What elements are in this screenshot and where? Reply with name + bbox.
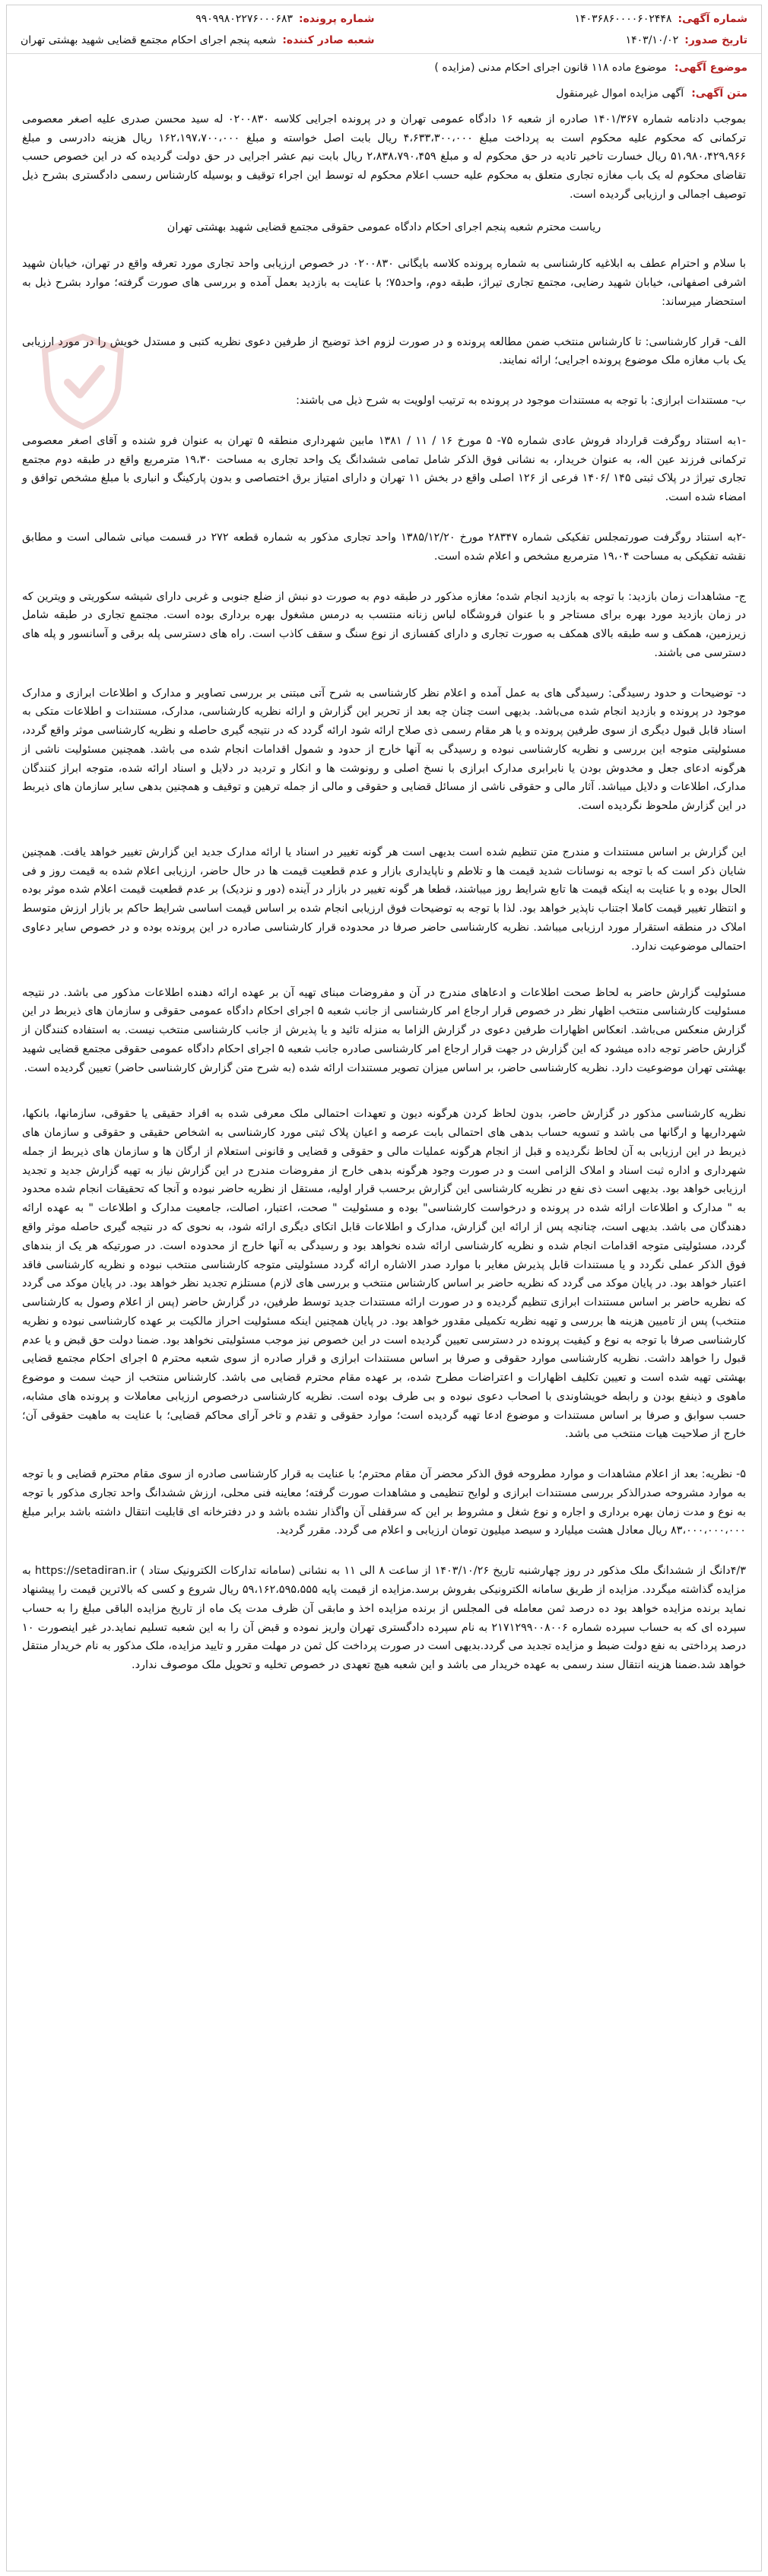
paragraph-scope: د- توضیحات و حدود رسیدگی: رسیدگی های به عمل آمده و اعلام نظر کارشناسی به شرح آتی مبتنی بر بررسی تصاویر و مدارک و اطلاعات ابرازی و مدارک موجود در پرونده و بازدید انجام شده می‌باشد. بدیهی است چنان چه بعد از تحریر این گزارش و ارائه نظریه کارشناسی، مدارک، مستندات و اطلاعات متکی به اسناد قابل قبول دیگری از سوی طرفین پرونده و یا هر مقام رسمی ذی صلاح ارائه شود ارائه گردد که در نتیجه گیری حاصله و نظریه کارشناسی موثر واقع گردد، مسئولیتی متوجه این بررسی و نظریه کارشناسی نبوده و رسیدگی به آنها خارج از حدود و شمول اقدامات انجام شده می باشد. همچنین مسئولیت ناشی از هرگونه ادعای جعل و مخدوش بودن یا نابرابری مدارک ابرازی با نسخ اصلی و رونوشت ها و انکار و تردید در دلایل و اسناد ارائه شده، متوجه ابراز کنندگان مدارک، اطلاعات و دلایل میباشد. آثار مالی و حقوقی ناشی از مسائل قضایی و حقوقی و مالی از جمله ترهین و توقیف و همچنین بدهی سایر سازمان های ذیربط در این گزارش ملحوظ نگردیده است. [22, 687, 746, 813]
spacer [22, 515, 746, 528]
issue-date: ۱۴۰۳/۱۰/۰۲ [625, 33, 679, 46]
spacer [22, 418, 746, 432]
spacer [22, 319, 746, 333]
issue-date-label: تاریخ صدور: [684, 33, 747, 46]
ad-title: آگهی مزایده اموال غیرمنقول [556, 87, 684, 100]
paragraph-addressee: ریاست محترم شعبه پنجم اجرای احکام دادگاه عمومی حقوقی مجتمع قضایی شهید بهشتی تهران [167, 220, 601, 233]
paragraph-disclaimer: نظریه کارشناسی مذکور در گزارش حاضر، بدون لحاظ کردن هرگونه دیون و تعهدات احتمالی ملک معرفی شده به افراد حقیقی یا حقوقی، سازمانها، بانکها، شهرداریها و ارگانها می باشد و تسویه حساب بدهی های احتمالی بابت عرصه و اعیان پلاک ثبتی مورد کارشناسی به اشخاص حقیقی و حقوقی و سازمان های ذیربط در این ارزیابی به آن لحاظ نگردیده و قبل از انجام هرگونه عملیات مالی و حقوقی و قضایی و قانونی استعلام از ارگان ها و سازمان های ذیربط از جمله شهرداری و اداره ثبت اسناد و املاک الزامی است و در صورت وجود هرگونه بدهی خارج از مفروضات مندرج در این گزارش نیاز به تهیه گزارش جدید و تجدید ارزیابی خواهد بود. بدیهی است ذی نفع در نظریه کارشناسی این گزارش برحسب قرار اولیه، مستقل از نظریه حاضر نبوده و آنجا که تحقیقات انجام شده محدود به " مدارک و اطلاعات ارائه شده در پرونده و درخواست کارشناسی" بوده و مسئولیت " صحت، اعتبار، اصالت، جامعیت مدارک و اطلاعات " به عهده ارائه دهندگان می باشد. بدیهی است، چنانچه پس از ارائه این گزارش، مدارک و اطلاعات قابل اتکای دیگری ارائه شود، به نحوی که در نتیجه گیری حاصله موثر واقع گردد، مسئولیتی متوجه اقدامات انجام شده و نظریه کارشناسی ارائه شده نخواهد بود و رسیدگی به آنها خارج از محدوده است. در صورتیکه هر یک از بندهای فوق الذکر عملی نگردد و یا مستندات قابل پذیرش مغایر با موارد صدر الاشاره ارائه گردد مسئولیتی متوجه کارشناسی منتخب نبوده و نظریه کارشناسی فاقد اعتبار خواهد بود. در پایان موکد می گردد که نظریه حاضر بر اساس کارشناس منتخب و بررسی های لازم) مستلزم تجدید نظر خواهد بود. در پایان موکد می گردد که نظریه حاضر بر اساس مستندات ابرازی تنظیم گردیده و در صورت ارائه مستندات جدید توسط طرفین، در گزارش حاضر (پس از اعلام وصول به کارشناسی منتخب) پس از تامیین هزینه ها بررسی و تهیه نظریه تکمیلی مقدور خواهد بود. در پایان همچنین اینکه مسئولیت احراز مالکیت بر عهده کارشناسی نبوده و نظریه کارشناسی صرفا با توجه به نوع و کیفیت پرونده در دسترسی تعیین گردیده است در این خصوص نیز موجب مسئولیتی نخواهد بود. ضمنا دولت حق قبض و یا عدم قبول را خواهد داشت. نظریه کارشناسی موارد حقوقی و صرفا بر اساس مستندات ابرازی و قرار صادره از سوی شعبه محترم ۵ اجرای احکام مجتمع قضایی بهشتی تهیه شده است و تعیین تکلیف اظهارات و اعتراضات مطرح شده، بر عهده مقام محترم قضایی می باشد. کارشناس منتخب از حیث سمت و موضوع ماهوی و ذینفع بودن و رابطه خویشاوندی با اصحاب دعوی نبوده و بی طرف بوده است. نظریه کارشناسی درخصوص ارزیابی معاملات و پرونده های مشابه، حسب سوابق و صرفا بر اساس مستندات و موضوع ادعا تهیه گردیده است؛ موارد حقوقی و تقدم و تاخر آرای محاکم قضایی؛ با عنایت به ماهیت حقوقی آن؛ خارج از صلاحیت هیات منتخب می باشد. [22, 1108, 746, 1441]
document-page [6, 5, 762, 2571]
ad-text-label: متن آگهی: [691, 87, 747, 100]
case-number-label: شماره پرونده: [299, 13, 375, 25]
spacer [22, 964, 746, 984]
paragraph-expert-order: الف- قرار کارشناسی: تا کارشناس منتخب ضمن مطالعه پرونده و در صورت لزوم اخذ توضیح از طرفین دعوی نظریه کتبی و مستدل خویش را در مورد ارزیابی یک باب مغازه ملک موضوع پرونده اجرایی؛ ارائه نمایند. [22, 335, 746, 367]
case-number-row [21, 11, 375, 28]
paragraph-opinion: ۵- نظریه: بعد از اعلام مشاهدات و موارد مطروحه فوق الذکر محضر آن مقام محترم؛ با عنایت به قرار کارشناسی صادره از سوی مقام محترم قضایی و با توجه به موارد مشروحه صدرالذکر بررسی مستندات ابرازی و لوایح تنظیمی و مشاهدات صورت گرفته؛ معاینه فنی محلی، ارزش ششدانگ واحد تجاری مذکور با توجه به نوع و مدت زمان بهره برداری و اجاره و نوع شغل و مشروط بر این که سرقفلی آن واگذار نشده باشد و در دفترخانه ای قابلیت انتقال داشته باشد برابر مبلغ ۸۳،۰۰۰،۰۰۰،۰۰۰ ریال معادل هشت میلیارد و سیصد میلیون تومان ارزیابی و اعلام می گردد. مقرر گردید. [22, 1468, 746, 1537]
subject-row [7, 54, 761, 80]
subject-value: موضوع ماده ۱۱۸ قانون اجرای احکام مدنی (مزایده ) [434, 62, 667, 75]
header-right-column [575, 11, 747, 49]
issuer-row [21, 33, 375, 49]
paragraph-documents-heading: ب- مستندات ابرازی: با توجه به مستندات موجود در پرونده به ترتیب اولویت به شرح ذیل می باشند: [296, 395, 746, 408]
ad-number-label: شماره آگهی: [678, 13, 747, 25]
spacer [22, 823, 746, 843]
header-left-column [21, 11, 375, 49]
paragraph-verdict: بموجب دادنامه شماره ۱۴۰۱/۳۶۷ صادره از شعبه ۱۶ دادگاه عمومی تهران و در پرونده اجرایی کلاسه ۰۲۰۰۸۳۰ له سید محسن صدری علیه اصغر معصومی ترکمانی که محکوم علیه محکوم است به پرداخت مبلغ ۴،۶۳۳،۳۰۰،۰۰۰ ریال بابت اصل خواسته و مبلغ ۱۶۲،۱۹۷،۷۰۰،۰۰۰ ریال هزینه دادرسی و مبلغ ۵۱،۹۸۰،۴۲۹،۹۶۶ ریال خسارت تاخیر تادیه در حق محکوم له و مبلغ ۲،۸۳۸،۷۹۰،۴۵۹ ریال بابت نیم عشر اجرایی در حق دولت گردیده که در این خصوص حسب تقاضای محکوم له یک باب مغازه تجاری متعلق به محکوم علیه حسب اعلام محکوم له توسط این اجراء توقیف و بوسیله کارشناس رسمی دادگستری بشرح ذیل توصیف اجمالی و ارزیابی گردیده است. [22, 113, 747, 201]
spacer [22, 1451, 746, 1465]
paragraph-observations: ج- مشاهدات زمان بازدید: با توجه به بازدید انجام شده؛ مغازه مذکور در طبقه دوم به صورت دو نبش از ضلع جنوبی و غربی دارای شیشه سکوریتی و ویترین که در زمان بازدید مورد بهره برای مستاجر و با عنوان فروشگاه لباس زنانه منتسب به درمس مشغول بهره برداری بوده است. مجتمع تجاری در طبقه شامل زیرزمین، همکف و سه طبقه بالای همکف به صورت تجاری و دارای کفسازی از نوع سنگ و سقف کاذب است. راه های دسترسی پله برقی و آسانسور و پله های دسترسی می باشند. [22, 590, 746, 659]
ad-text-row [7, 80, 761, 106]
paragraph-market-note: این گزارش بر اساس مستندات و مندرج متن تنظیم شده است بدیهی است هر گونه تغییر در اسناد یا ارائه مدارک جدید این گزارش تغییر خواهد یافت. همچنین شایان ذکر است که با توجه به نوسانات شدید قیمت ها و تلاطم و ناپایداری بازار و عدم قطعیت قیمت ها در حال حاضر، ارزیابی اعلام شده به قیمت روز و فی الحال بوده و با عنایت به اینکه قیمت ها تابع شرایط روز میباشند، قطعا هر گونه تغییر در بازار در آینده (دور و نزدیک) بر عدم قطعیت قیمت اعلام شده موثر بوده و انتظار تغییر قیمت کاملا اجتناب ناپذیر خواهد بود. لذا با توجه به توضیحات فوق ارزیابی انجام شده بر اساس قیمت اساسی شرایط حاکم بر بازار ارزش متوسط املاک در منطقه استقرار مورد ارزیابی میباشد. نظریه کارشناسی حاضر صرفا در محدوده قرار کارشناسی صادره در این پرونده بوده و در خصوص سایر دعاوی احتمالی موضوعیت ندارد. [22, 845, 746, 953]
spacer [22, 1085, 746, 1105]
ad-body [7, 106, 761, 1675]
paragraph-greeting: با سلام و احترام عطف به ابلاغیه کارشناسی به شماره پرونده کلاسه بایگانی ۰۲۰۰۸۳۰ در خصوص ارزیابی واحد تجاری مورد تعرفه واقع در تهران، خیابان شهید اشرفی اصفهانی، خیابان شهید رضایی، مجتمع تجاری تیراژ، طبقه دوم، واحد۷۵؛ با عنایت به بازدید بعمل آمده و بررسی های صورت گرفته؛ موارد بشرح ذیل به استحضار میرساند: [22, 258, 746, 308]
issuer-label: شعبه صادر کننده: [282, 33, 375, 46]
ad-number: ۱۴۰۳۶۸۶۰۰۰۰۶۰۲۴۴۸ [574, 13, 672, 25]
issue-date-row [575, 33, 747, 49]
subject-label: موضوع آگهی: [674, 62, 747, 75]
ad-number-row [575, 11, 747, 28]
paragraph-document-1: -۱به استناد روگرفت قرارداد فروش عادی شماره ۷۵- ۵ مورخ ۱۶ / ۱۱ / ۱۳۸۱ مابین شهرداری منطقه ۵ تهران به عنوان فرو شنده و آقای اصغر معصومی ترکمانی فرزند عین اله، به عنوان خریدار، به نشانی فوق الذکر شامل تمامی ششدانگ یک واحد تجاری به مساحت ۱۹،۳۰ مترمربع واقع در طبقه دوم مجتمع تجاری تیراژ در پلاک ثبتی ۱۴۵ /۱۴۰۶ فرعی از ۱۲۶ اصلی واقع در بخش ۱۱ تهران و دارای امتیاز برق اختصاصی و بدون پارکینگ و انباری با مبلغ مشخص توافق و امضاء شده است. [22, 434, 747, 504]
issuer: شعبه پنجم اجرای احکام مجتمع قضایی شهید بهشتی تهران [21, 33, 277, 46]
paragraph-auction-terms: ۴/۳دانگ از ششدانگ ملک مذکور در روز چهارشنبه تاریخ ۱۴۰۳/۱۰/۲۶ از ساعت ۸ الی ۱۱ به نشانی (سامانه تدارکات الکترونیک ستاد ) https://setadiran.ir به مزایده گذاشته میگردد. مزایده از طریق سامانه الکترونیکی بفروش برسد.مزایده از قیمت پایه ۵۹،۱۶۲،۵۹۵،۵۵۵ ریال شروع و کسی که بالاترین قیمت را پیشنهاد نماید برنده مزایده خواهد بود ده درصد ثمن معامله فی المجلس از برنده مزایده اخذ و مابقی آن ظرف مدت یک ماه از تاریخ مزایده الباقی مبلغ را به حساب سپرده ای که به حساب سپرده شماره ۲۱۷۱۲۹۹۰۰۸۰۰۶ به نام سپرده دادگستری تهران واریز نموده و قبض آن را به این شعبه تسلیم نماید.در غیر اینصورت ۱۰ درصد پرداختی به نفع دولت ضبط و مزایده تجدید می گردد.بدیهی است در صورت پرداخت کل ثمن در مهلت مقرر و تایید مزایده، ملک مذکور به نام خریدار منتقل خواهد شد.ضمنا هزینه انتقال سند رسمی به عهده خریدار می باشد و این شعبه هیچ تعهدی در خصوص تخلیه و تحویل ملک موصوف ندارد. [22, 1565, 746, 1672]
paragraph-responsibility: مسئولیت گزارش حاضر به لحاظ صحت اطلاعات و ادعاهای مندرج در آن و مفروضات مبنای تهیه آن بر عهده ارائه دهنده اطلاعات مذکور می باشد. در نتیجه مسئولیت کارشناسی منتخب اظهار نظر در خصوص قرار ارجاع امر کارشناسی از جانب شعبه ۵ اجرای احکام دادگاه عمومی حقوقی و سازمان های ذیربط در این گزارش منعکس می‌باشد. انعکاس اظهارات طرفین دعوی در گزارش الزاما به منزله تائید و یا پذیرش از جانب کارشناسی منتخب نیست. به استفاده کنندگان از گزارش حاضر توجه داده میشود که این گزارش در جهت قرار ارجاع امر کارشناسی صادره جانب شعبه ۵ اجرای احکام دادگاه عمومی حقوقی مجتمع قضایی شهید بهشتی تهران موضوعیت دارد. نظریه کارشناسی حاضر، بر اساس میزان تصویر مستندات ارائه شده (به شرح متن گزارش کارشناسی حاضر) تعیین گردیده است. [22, 986, 747, 1074]
document-header [7, 5, 761, 54]
paragraph-document-2: -۲به استناد روگرفت صورتمجلس تفکیکی شماره ۲۸۳۴۷ مورخ ۱۳۸۵/۱۲/۲۰ واحد تجاری مذکور به شماره قطعه ۲۷۲ در قسمت میانی شمالی است و مطابق نقشه تفکیکی به مساحت ۱۹،۰۴ مترمربع مشخص و اعلام شده است. [22, 531, 746, 563]
spacer [22, 1548, 746, 1562]
spacer [22, 574, 746, 588]
spacer [22, 671, 746, 684]
case-number: ۹۹۰۹۹۸۰۲۲۷۶۰۰۰۶۸۳ [195, 13, 294, 25]
spacer [22, 378, 746, 392]
